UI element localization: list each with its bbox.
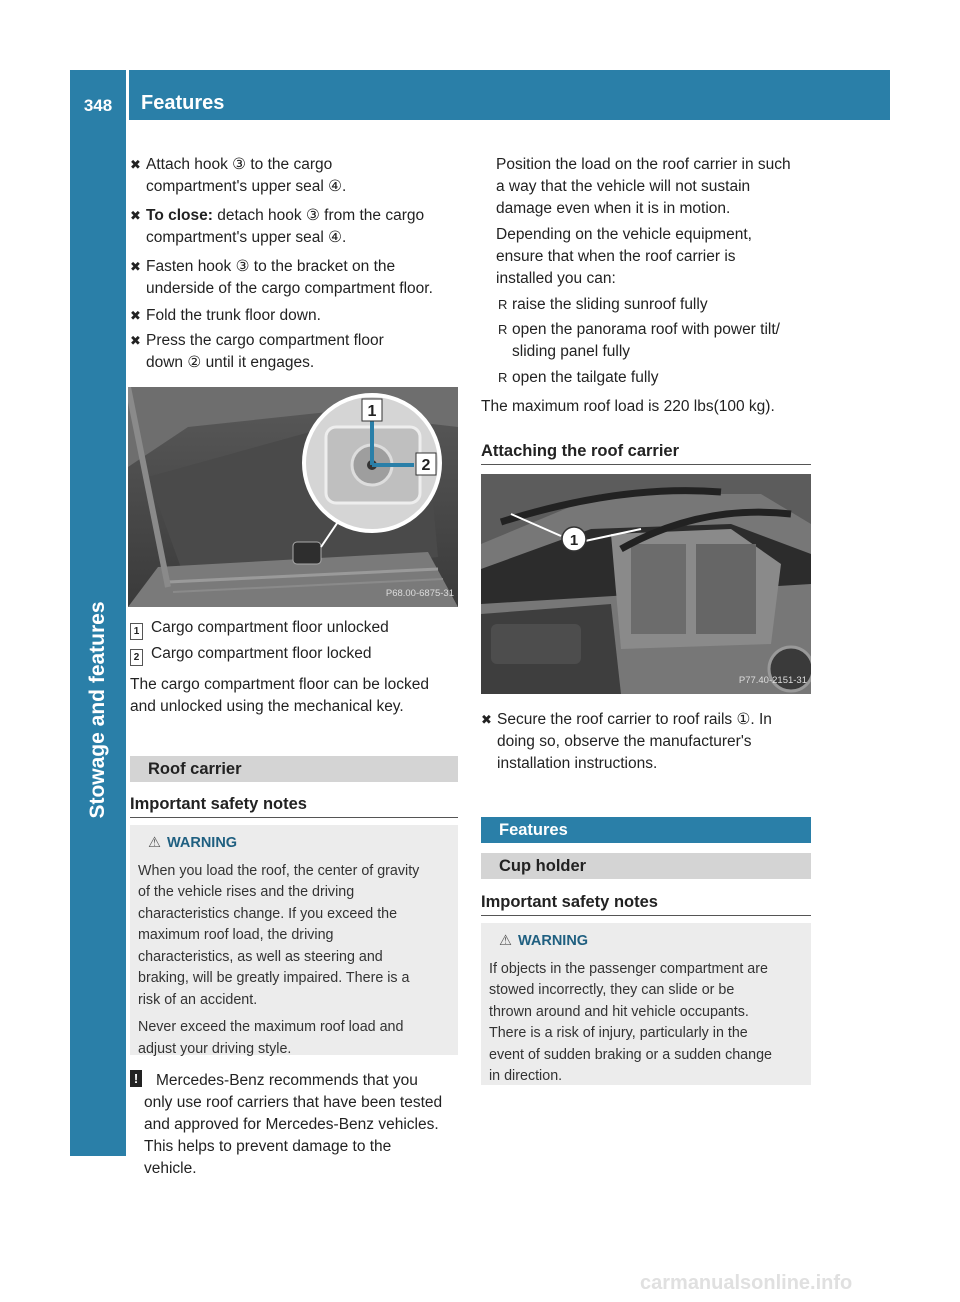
section-heading-features: Features bbox=[481, 817, 811, 843]
warning-box bbox=[481, 923, 811, 1085]
step-arrow-icon: ✖ bbox=[130, 259, 141, 274]
legend-text: Cargo compartment floor unlocked bbox=[151, 619, 389, 636]
paragraph-line: and unlocked using the mechanical key. bbox=[130, 698, 404, 715]
step-text: underside of the cargo compartment floor. bbox=[146, 280, 433, 297]
legend-number: 2 bbox=[130, 649, 143, 666]
step-bold-label: To close: bbox=[146, 207, 213, 224]
side-tab bbox=[70, 120, 126, 1156]
bullet-icon: R bbox=[498, 370, 508, 385]
callout-1-label: 1 bbox=[367, 403, 377, 420]
note-line: vehicle. bbox=[144, 1160, 197, 1177]
figure-code: P68.00-6875-31 bbox=[385, 588, 454, 599]
warning-box bbox=[130, 825, 458, 1055]
cargo-compartment-image bbox=[128, 387, 458, 607]
step-text: Fold the trunk floor down. bbox=[146, 307, 321, 324]
warning-text: When you load the roof, the center of gravity of the vehicle rises and the driving characteristics change. If you exceed the maximum roof load, the driving characteristics, as well as steering and braking, will be greatly impaired. There is a risk of an accident. bbox=[138, 862, 420, 1008]
bullet-item: R open the panorama roof with power tilt/ sliding panel fully bbox=[498, 321, 780, 360]
step-item bbox=[130, 330, 384, 374]
legend-text: Cargo compartment floor locked bbox=[151, 645, 372, 662]
side-tab-label: Stowage and features bbox=[86, 601, 109, 819]
warning-triangle-icon: ⚠ bbox=[148, 835, 161, 851]
step-text: Fasten hook ③ to the bracket on the bbox=[146, 258, 396, 275]
watermark-text: carmanualsonline.info bbox=[640, 1272, 853, 1294]
step-text: Press the cargo compartment floor bbox=[146, 332, 384, 349]
section-heading-roof-carrier: Roof carrier bbox=[130, 756, 458, 782]
step-item bbox=[130, 256, 433, 300]
warning-title-text: WARNING bbox=[167, 835, 238, 851]
callout-2-label: 2 bbox=[421, 457, 431, 474]
step-text: Attach hook ③ to the cargo bbox=[146, 156, 333, 173]
page-number: 348 bbox=[70, 70, 126, 120]
legend-item bbox=[130, 617, 389, 640]
subheading-safety-notes: Important safety notes bbox=[481, 891, 811, 916]
legend-number: 1 bbox=[130, 623, 143, 640]
step-text: compartment's upper seal ④. bbox=[146, 178, 347, 195]
section-heading-cup-holder: Cup holder bbox=[481, 853, 811, 879]
cargo-compartment-illustration bbox=[128, 387, 458, 607]
note-line: only use roof carriers that have been tested bbox=[144, 1094, 443, 1111]
note-line: Mercedes-Benz recommends that you bbox=[156, 1072, 418, 1089]
paragraph: Depending on the vehicle equipment, ensure that when the roof carrier is installed you can: bbox=[496, 226, 752, 287]
roof-carrier-illustration bbox=[481, 474, 811, 694]
warning-text: Never exceed the maximum roof load and adjust your driving style. bbox=[138, 1019, 404, 1057]
warning-title-text: WARNING bbox=[518, 933, 589, 949]
step-arrow-icon: ✖ bbox=[130, 208, 141, 223]
step-item bbox=[130, 305, 321, 327]
note-block bbox=[130, 1070, 465, 1180]
step-arrow-icon: ✖ bbox=[130, 333, 141, 348]
bullet-item: R open the tailgate fully bbox=[496, 367, 659, 389]
step-text: detach hook ③ from the cargo bbox=[212, 207, 425, 224]
legend-item bbox=[130, 643, 372, 666]
warning-triangle-icon: ⚠ bbox=[499, 933, 512, 949]
roof-carrier-image bbox=[481, 474, 811, 694]
step-item: ✖ Secure the roof carrier to roof rails ①. In doing so, observe the manufacturer's installation instructions. bbox=[481, 711, 772, 772]
step-item bbox=[130, 205, 424, 249]
subheading-safety-notes: Important safety notes bbox=[130, 793, 458, 818]
bullet-item: R raise the sliding sunroof fully bbox=[496, 294, 708, 316]
figure-code: P77.40-2151-31 bbox=[738, 675, 807, 686]
paragraph bbox=[130, 674, 429, 718]
step-item bbox=[130, 154, 346, 198]
subheading-attaching-roof-carrier: Attaching the roof carrier bbox=[481, 440, 811, 465]
note-exclamation-icon: ! bbox=[130, 1070, 142, 1087]
step-arrow-icon: ✖ bbox=[481, 712, 492, 727]
bullet-icon: R bbox=[498, 322, 508, 337]
warning-title bbox=[499, 931, 801, 953]
bullet-icon: R bbox=[498, 297, 508, 312]
step-arrow-icon: ✖ bbox=[130, 157, 141, 172]
step-text: compartment's upper seal ④. bbox=[146, 229, 347, 246]
paragraph: Position the load on the roof carrier in such a way that the vehicle will not sustain damage even when it is in motion. bbox=[496, 156, 791, 217]
page-section-title: Features bbox=[129, 70, 890, 120]
note-line: This helps to prevent damage to the bbox=[144, 1138, 392, 1155]
step-text: down ② until it engages. bbox=[146, 354, 315, 371]
step-arrow-icon: ✖ bbox=[130, 308, 141, 323]
warning-text: If objects in the passenger compartment are stowed incorrectly, they can slide or be thrown around and hit vehicle occupants. There is a risk of injury, particularly in the event of sudden braking or a sudden change in direction. bbox=[489, 960, 772, 1084]
paragraph: The maximum roof load is 220 lbs(100 kg). bbox=[481, 398, 775, 415]
note-line: and approved for Mercedes-Benz vehicles. bbox=[144, 1116, 439, 1133]
paragraph-line: The cargo compartment floor can be locked bbox=[130, 676, 429, 693]
callout-1-label: 1 bbox=[569, 532, 579, 549]
warning-title bbox=[148, 833, 448, 855]
